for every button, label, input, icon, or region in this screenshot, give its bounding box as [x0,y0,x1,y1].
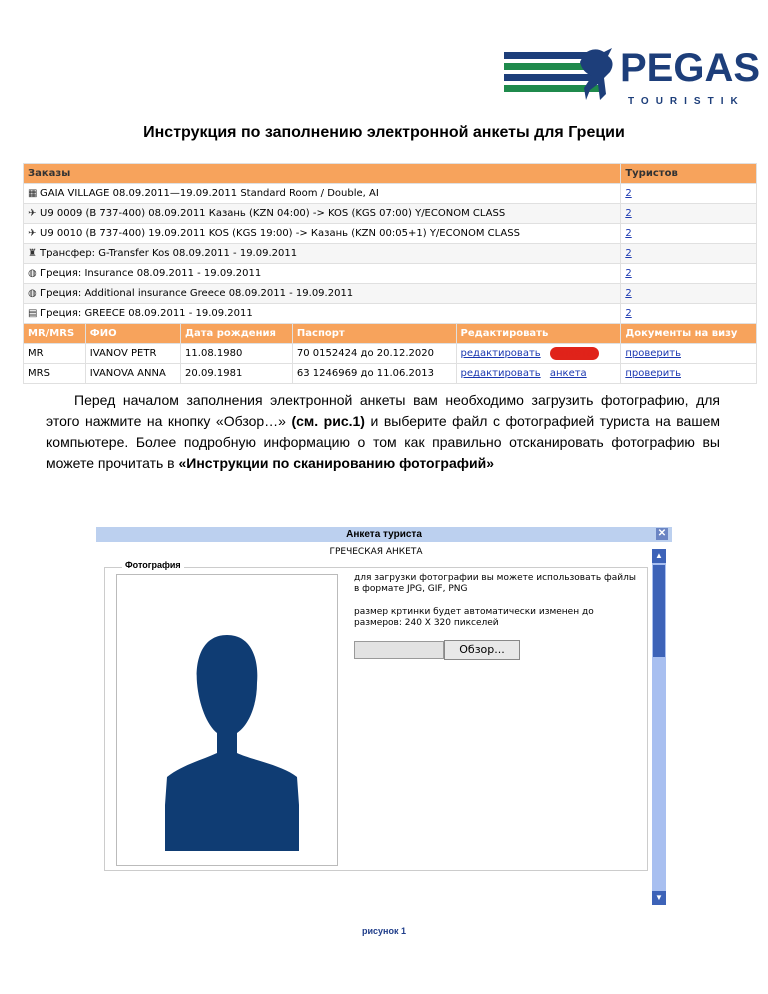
transfer-icon: ♜ [28,248,37,259]
anketa-link-highlighted[interactable]: анкета [550,347,599,360]
scroll-down-icon[interactable]: ▼ [652,891,666,905]
plane-icon: ✈ [28,208,37,219]
tourist-count-link[interactable]: 2 [625,268,632,279]
plane-icon: ✈ [28,228,37,239]
hotel-icon: ▦ [28,188,38,199]
photo-legend: Фотография [122,560,184,570]
tourist-passport: 63 1246969 до 11.06.2013 [292,364,456,384]
col-name: ФИО [85,324,180,344]
order-text: Греция: Additional insurance Greece 08.09.2011 - 19.09.2011 [40,288,354,299]
edit-link[interactable]: редактировать [460,348,541,359]
order-row [24,244,757,264]
para-part1: Перед началом заполнения электронной анкеты вам необходимо загрузить фотографию, для этого нажмите на кнопку «Обзор…» [46,392,720,429]
dialog-title: Анкета туриста [346,529,422,540]
tourist-title: MRS [24,364,86,384]
tourist-dob: 11.08.1980 [181,344,293,364]
col-visa-docs: Документы на визу [621,324,757,344]
check-link[interactable]: проверить [625,368,681,379]
size-note: размер кртинки будет автоматически изменен до размеров: 240 X 320 пикселей [354,607,594,628]
scroll-up-icon[interactable]: ▲ [652,549,666,563]
order-text: Греция: Insurance 08.09.2011 - 19.09.2011 [40,268,262,279]
order-text: GAIA VILLAGE 08.09.2011—19.09.2011 Standard Room / Double, AI [40,188,379,199]
tourist-dob: 20.09.1981 [181,364,293,384]
logo-subtitle: TOURISTIK [628,96,745,107]
tourist-name: IVANOV PETR [85,344,180,364]
order-text: Трансфер: G-Transfer Kos 08.09.2011 - 19.09.2011 [40,248,298,259]
col-passport: Паспорт [292,324,456,344]
tourists-header: Туристов [621,164,757,184]
tourist-count-link[interactable]: 2 [625,208,632,219]
tourist-count-link[interactable]: 2 [625,288,632,299]
edit-link[interactable]: редактировать [460,368,541,379]
col-dob: Дата рождения [181,324,293,344]
visa-icon: ▤ [28,308,38,319]
tourist-name: IVANOVA ANNA [85,364,180,384]
file-path-input[interactable] [354,641,444,659]
tourist-row [24,364,757,384]
tourist-passport: 70 0152424 до 20.12.2020 [292,344,456,364]
figure-caption: рисунок 1 [362,926,406,936]
pegasus-icon [574,44,622,102]
dialog-subtitle: ГРЕЧЕСКАЯ АНКЕТА [329,547,423,557]
insurance-icon: ◍ [28,288,37,299]
tourist-row [24,344,757,364]
orders-header: Заказы [24,164,621,184]
instruction-paragraph [46,390,720,474]
photo-placeholder [116,574,338,866]
order-text: U9 0010 (B 737-400) 19.09.2011 KOS (KGS 19:00) -> Казань (KZN 00:05+1) Y/ECONOM CLASS [40,228,520,239]
check-link[interactable]: проверить [625,348,681,359]
order-row [24,224,757,244]
para-bold2: «Инструкции по сканированию фотографий» [178,455,494,471]
para-part2: и выберите файл с фотографией туриста на вашем компьютере. Более подробную информацию о том как правильно отсканировать фотографию вы можете прочитать в [46,413,720,471]
pegas-logo [504,44,761,110]
order-row [24,204,757,224]
order-row [24,304,757,324]
order-row [24,264,757,284]
order-text: Греция: GREECE 08.09.2011 - 19.09.2011 [40,308,253,319]
dialog-scrollbar[interactable] [652,549,666,905]
dialog-titlebar [96,527,672,542]
browse-button[interactable]: Обзор... [444,640,520,660]
close-icon[interactable]: ✕ [657,528,667,539]
tourist-form-dialog [96,527,672,907]
insurance-icon: ◍ [28,268,37,279]
orders-table [23,163,757,384]
tourist-title: MR [24,344,86,364]
tourist-count-link[interactable]: 2 [625,228,632,239]
col-edit: Редактировать [456,324,621,344]
order-row [24,184,757,204]
page-title: Инструкция по заполнению электронной анкеты для Греции [143,124,625,141]
silhouette-icon [117,575,337,865]
col-title: MR/MRS [24,324,86,344]
scroll-thumb[interactable] [653,565,665,657]
tourist-count-link[interactable]: 2 [625,248,632,259]
format-note: для загрузки фотографии вы можете использовать файлы в формате JPG, GIF, PNG [354,573,636,594]
tourist-count-link[interactable]: 2 [625,188,632,199]
tourist-count-link[interactable]: 2 [625,308,632,319]
order-text: U9 0009 (B 737-400) 08.09.2011 Казань (KZN 04:00) -> KOS (KGS 07:00) Y/ECONOM CLASS [40,208,506,219]
anketa-link[interactable]: анкета [549,368,587,379]
para-bold1: (см. рис.1) [291,413,365,429]
logo-brand: PEGAS [620,46,761,90]
order-row [24,284,757,304]
